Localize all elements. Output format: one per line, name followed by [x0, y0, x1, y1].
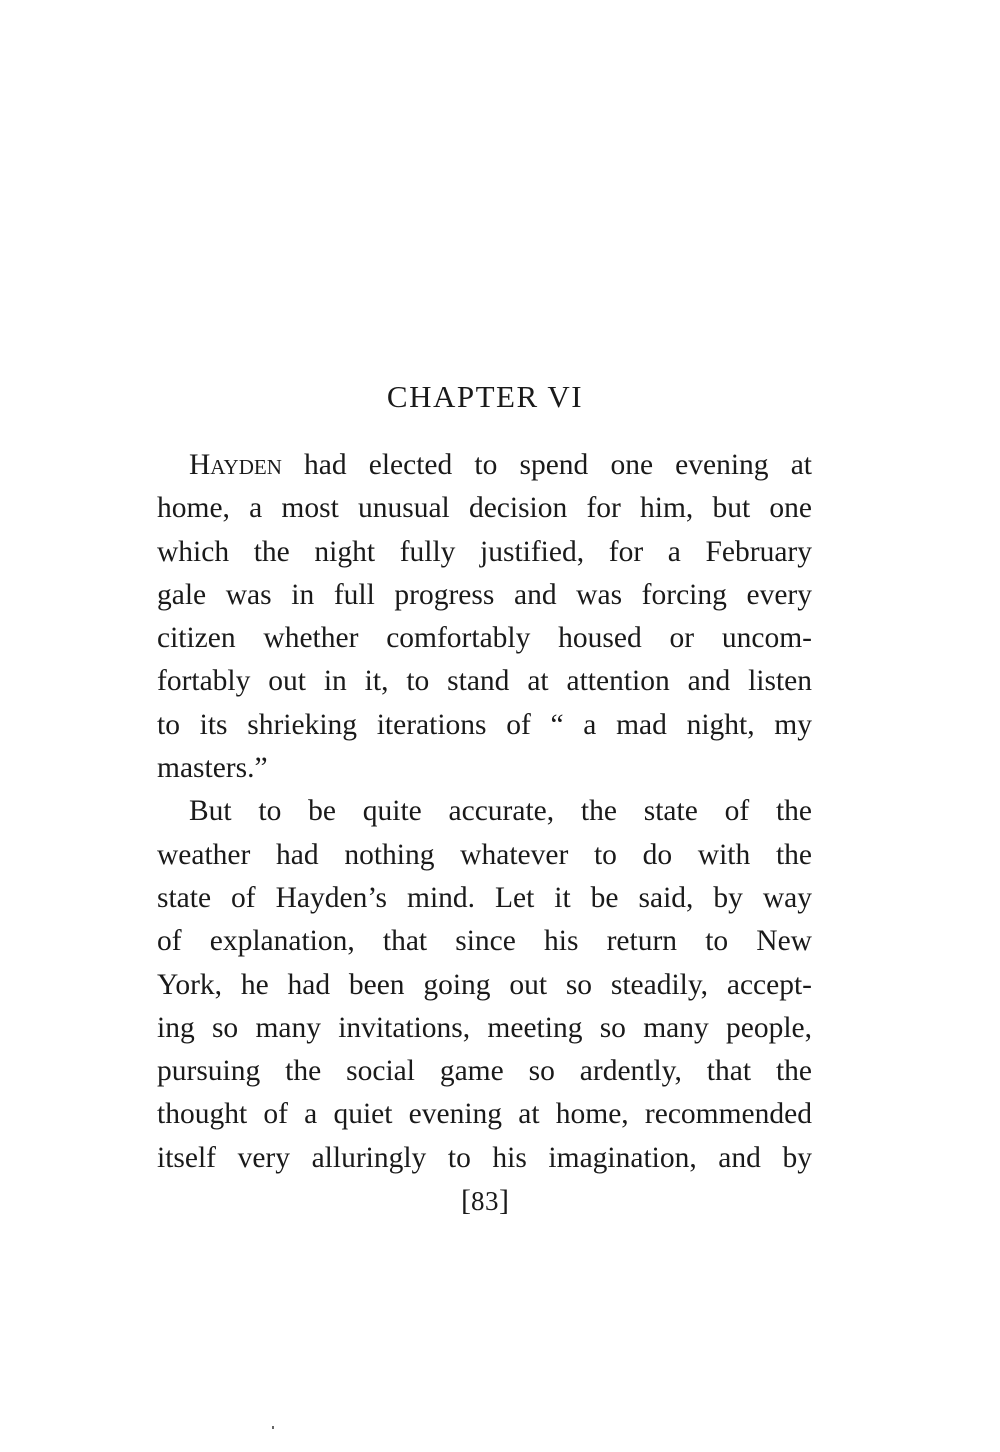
body-text: [157, 444, 812, 1180]
paragraph-1-line: gale was in full progress and was forcing every: [157, 578, 812, 611]
paragraph-1-line: citizen whether comfortably housed or uncom-: [157, 622, 812, 655]
paragraph-2-line: thought of a quiet evening at home, recommended: [157, 1098, 812, 1131]
paragraph-2-line: itself very alluringly to his imagination, and by: [157, 1141, 812, 1174]
page-number-open-bracket: [: [461, 1184, 471, 1217]
chapter-heading: CHAPTER VI: [386, 379, 584, 414]
page-number-value: 83: [471, 1186, 499, 1216]
opening-word: Hayden: [189, 449, 282, 481]
paragraph-2-line: of explanation, that since his return to New: [157, 925, 812, 958]
paragraph-1-line: home, a most unusual decision for him, but one: [157, 492, 812, 525]
paragraph-1-line-text: had elected to spend one evening at: [281, 449, 812, 481]
paragraph-2-line: weather had nothing whatever to do with the: [157, 838, 812, 871]
paragraph-1-line: fortably out in it, to stand at attention and listen: [157, 665, 812, 698]
paragraph-2-line: ing so many invitations, meeting so many people,: [157, 1011, 812, 1044]
paragraph-1-line: which the night fully justified, for a February: [157, 535, 812, 568]
page-number-close-bracket: ]: [499, 1184, 509, 1217]
paragraph-2-line: pursuing the social game so ardently, that the: [157, 1055, 812, 1088]
scan-speck: [272, 1426, 274, 1429]
page-number: [0, 1181, 970, 1221]
paragraph-2-line: state of Hayden’s mind. Let it be said, by way: [157, 881, 812, 914]
paragraph-2-line: But to be quite accurate, the state of the: [189, 795, 812, 828]
paragraph-2-line: York, he had been going out so steadily, accept-: [157, 968, 812, 1001]
paragraph-1-line: to its shrieking iterations of “ a mad night, my: [157, 708, 812, 741]
paragraph-1-line: [157, 444, 812, 487]
paragraph-1-line: masters.”: [157, 752, 268, 785]
